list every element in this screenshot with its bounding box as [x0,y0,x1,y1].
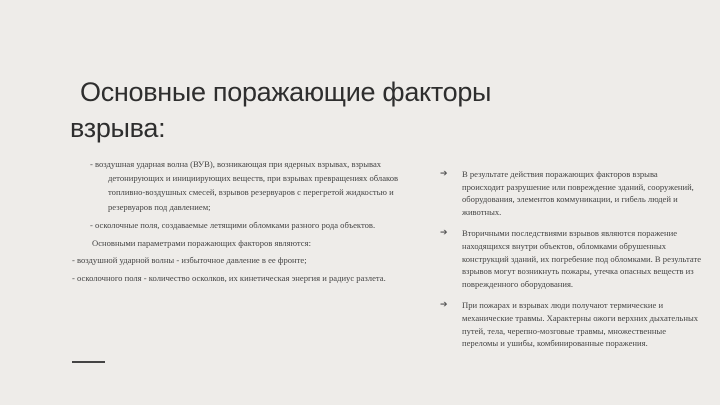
title-line-2: взрыва: [70,113,166,143]
title-line-1: Основные поражающие факторы [80,77,492,107]
slide-title [70,74,590,146]
left-bullet-2: - осколочные поля, создаваемые летящими обломками разного рода объектов. [90,219,376,230]
right-item-3 [440,299,702,349]
right-item-text: При пожарах и взрывах люди получают термические и механические травмы. Характерны ожоги верхних дыхательных путей, тела, черепно-мозговые травмы, множественные переломы и ушибы, комбинированные поражения. [462,300,699,349]
right-item-text: В результате действия поражающих факторов взрыва происходит разрушение или повреждение зданий, сооружений, оборудования, элементов коммуникации, и гибель людей и животных. [462,169,694,217]
arrow-right-icon: ➔ [440,300,448,311]
divider [72,361,105,363]
left-column [72,157,412,290]
arrow-right-icon: ➔ [440,228,448,239]
param-item-1: - воздушной ударной волны - избыточное давление в ее фронте; [72,255,307,266]
arrow-right-icon: ➔ [440,169,448,179]
right-item-text: Вторичными последствиями взрывов являются поражение находящихся внутри объектов, обломками обрушенных конструкций зданий, их погребение под обломками. В результате взрывов могут возникнуть пожары, утечка опасных веществ из поврежденного оборудования. [462,228,702,289]
right-item-1 [440,168,702,218]
right-column [440,168,702,359]
left-bullet-1: - воздушная ударная волна (ВУВ), возникающая при ядерных взрывах, взрывах детонирующих и инициирующих веществ, при взрывах превращениях облаков топливно-воздушных смесей, взрывов резервуаров с перегретой жидкостью и резервуаров под давлением; [90,159,399,212]
params-heading: Основными параметрами поражающих факторов являются: [92,238,311,249]
right-item-2 [440,227,702,290]
param-item-2: - осколочного поля - количество осколков, их кинетическая энергия и радиус разлета. [72,273,386,284]
